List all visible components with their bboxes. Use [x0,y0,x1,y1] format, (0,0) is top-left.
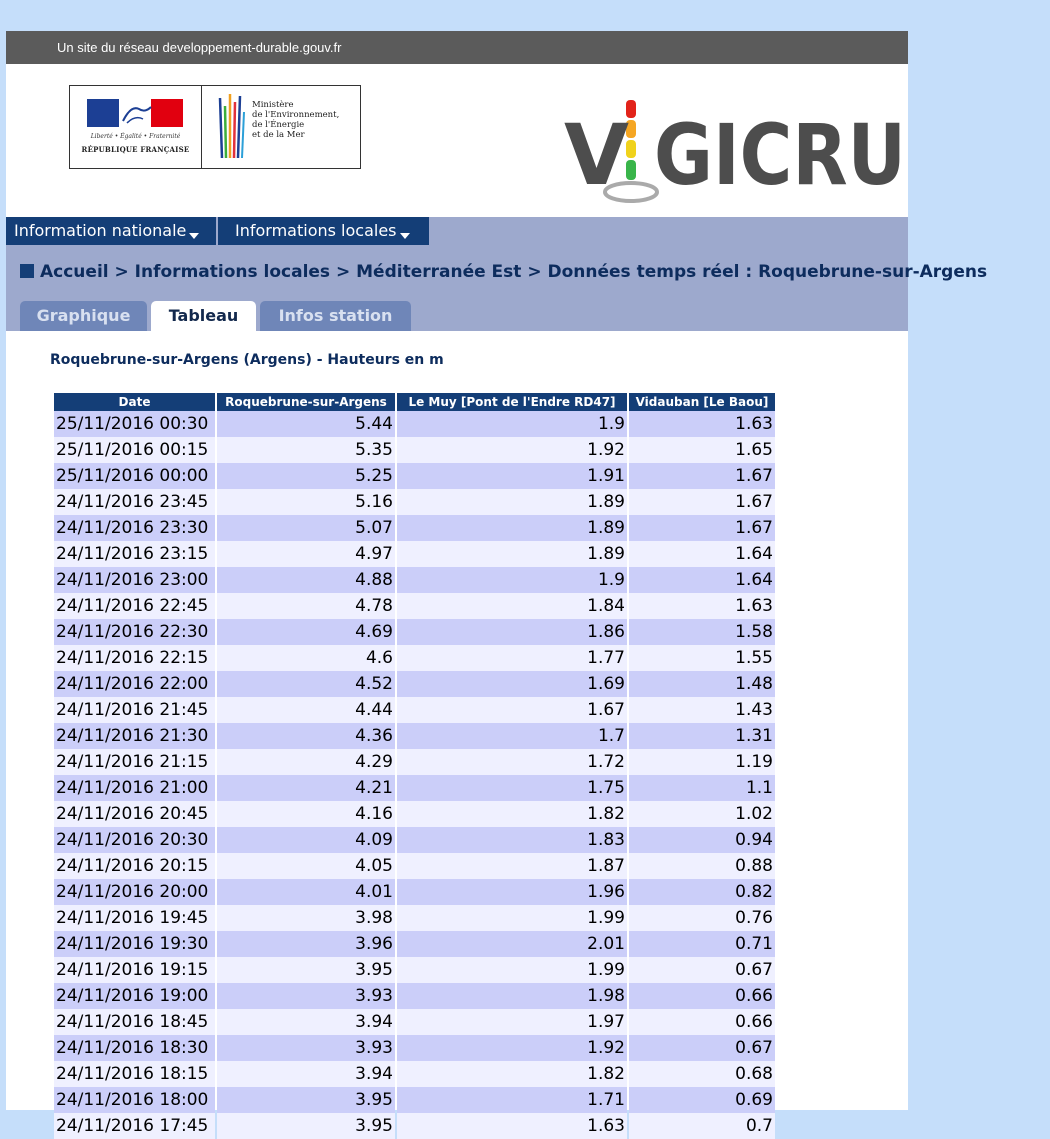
cell-value: 5.16 [217,489,395,515]
cell-date: 24/11/2016 20:30 [54,827,215,853]
table-row [54,593,775,619]
table-row [54,931,775,957]
tab-tableau[interactable]: Tableau [151,301,256,331]
ministere-logo[interactable] [202,86,360,168]
table-row [54,645,775,671]
cell-value: 1.92 [397,437,627,463]
svg-text:GICRU: GICRU [654,106,906,204]
cell-date: 24/11/2016 21:00 [54,775,215,801]
cell-value: 1.71 [397,1087,627,1113]
cell-date: 24/11/2016 22:15 [54,645,215,671]
cell-value: 1.92 [397,1035,627,1061]
cell-value: 1.02 [629,801,775,827]
cell-value: 4.6 [217,645,395,671]
cell-value: 3.96 [217,931,395,957]
cell-value: 1.63 [397,1113,627,1139]
column-header-vidauban: Vidauban [Le Baou] [629,393,775,411]
table-row [54,723,775,749]
cell-value: 0.68 [629,1061,775,1087]
cell-value: 1.64 [629,567,775,593]
cell-value: 1.77 [397,645,627,671]
table-row [54,775,775,801]
cell-value: 1.99 [397,905,627,931]
cell-date: 24/11/2016 23:30 [54,515,215,541]
cell-date: 25/11/2016 00:30 [54,411,215,437]
dropdown-arrow-icon [400,233,410,239]
cell-value: 0.67 [629,1035,775,1061]
column-header-date: Date [54,393,215,411]
tab-graphique[interactable]: Graphique [20,301,147,331]
cell-value: 3.94 [217,1009,395,1035]
cell-value: 3.94 [217,1061,395,1087]
cell-value: 1.19 [629,749,775,775]
cell-value: 4.97 [217,541,395,567]
cell-value: 1.96 [397,879,627,905]
cell-value: 2.01 [397,931,627,957]
cell-value: 5.44 [217,411,395,437]
cell-value: 1.65 [629,437,775,463]
table-row [54,1035,775,1061]
table-row [54,489,775,515]
cell-value: 1.83 [397,827,627,853]
cell-date: 24/11/2016 22:00 [54,671,215,697]
cell-value: 1.75 [397,775,627,801]
dropdown-arrow-icon [189,233,199,239]
cell-value: 1.63 [629,411,775,437]
cell-value: 4.36 [217,723,395,749]
cell-date: 24/11/2016 20:15 [54,853,215,879]
cell-date: 25/11/2016 00:00 [54,463,215,489]
cell-value: 4.05 [217,853,395,879]
cell-value: 0.66 [629,983,775,1009]
cell-value: 1.89 [397,489,627,515]
cell-value: 0.69 [629,1087,775,1113]
table-row [54,437,775,463]
cell-value: 1.67 [397,697,627,723]
cell-value: 3.93 [217,983,395,1009]
cell-value: 1.82 [397,1061,627,1087]
cell-value: 1.67 [629,489,775,515]
cell-value: 5.25 [217,463,395,489]
cell-value: 4.78 [217,593,395,619]
table-row [54,541,775,567]
cell-date: 24/11/2016 18:45 [54,1009,215,1035]
cell-date: 24/11/2016 18:30 [54,1035,215,1061]
tricolor-flag-icon [87,99,183,127]
table-row [54,567,775,593]
table-row [54,411,775,437]
table-body [54,411,775,1139]
republique-francaise-logo[interactable] [70,86,202,168]
cell-date: 24/11/2016 19:00 [54,983,215,1009]
cell-value: 1.84 [397,593,627,619]
cell-value: 3.95 [217,1113,395,1139]
nav-information-nationale[interactable]: Information nationale [6,217,216,245]
cell-date: 24/11/2016 22:30 [54,619,215,645]
cell-value: 0.76 [629,905,775,931]
main-nav [6,217,908,245]
breadcrumb [20,262,987,282]
cell-date: 24/11/2016 23:00 [54,567,215,593]
cell-value: 3.98 [217,905,395,931]
cell-date: 24/11/2016 21:45 [54,697,215,723]
cell-value: 4.52 [217,671,395,697]
cell-date: 24/11/2016 22:45 [54,593,215,619]
cell-value: 0.67 [629,957,775,983]
table-row [54,749,775,775]
cell-value: 1.99 [397,957,627,983]
cell-value: 1.67 [629,515,775,541]
table-title: Roquebrune-sur-Argens (Argens) - Hauteurs en m [50,352,444,368]
cell-date: 24/11/2016 21:15 [54,749,215,775]
cell-value: 0.71 [629,931,775,957]
cell-value: 1.97 [397,1009,627,1035]
cell-value: 4.09 [217,827,395,853]
cell-date: 24/11/2016 20:00 [54,879,215,905]
network-bar [6,31,908,64]
network-link[interactable]: Un site du réseau developpement-durable.gouv.fr [57,40,342,55]
cell-value: 1.67 [629,463,775,489]
table-row [54,957,775,983]
republique-name: RÉPUBLIQUE FRANÇAISE [81,145,190,154]
cell-value: 4.21 [217,775,395,801]
cell-value: 1.63 [629,593,775,619]
cell-value: 1.69 [397,671,627,697]
breadcrumb-band [6,245,988,331]
cell-value: 1.58 [629,619,775,645]
ministere-name: Ministère de l'Environnement, de l'Énergie et de la Mer [252,100,340,140]
cell-value: 1.31 [629,723,775,749]
cell-value: 1.55 [629,645,775,671]
vigicrues-logo[interactable] [562,94,908,206]
site-header [6,64,908,217]
page-frame [6,31,988,1136]
table-row [54,983,775,1009]
table-row [54,671,775,697]
table-row [54,1087,775,1113]
cell-value: 4.29 [217,749,395,775]
data-table [52,393,777,1139]
cell-value: 4.69 [217,619,395,645]
cell-date: 25/11/2016 00:15 [54,437,215,463]
cell-value: 1.1 [629,775,775,801]
cell-date: 24/11/2016 18:00 [54,1087,215,1113]
table-row [54,853,775,879]
cell-date: 24/11/2016 23:15 [54,541,215,567]
cell-value: 3.95 [217,957,395,983]
cell-date: 24/11/2016 19:30 [54,931,215,957]
cell-value: 1.89 [397,541,627,567]
cell-date: 24/11/2016 17:45 [54,1113,215,1139]
institution-logos [69,85,361,169]
cell-value: 1.91 [397,463,627,489]
republique-motto: Liberté • Égalité • Fraternité [90,133,181,140]
cell-value: 4.44 [217,697,395,723]
table-row [54,697,775,723]
vigicrues-letters [562,98,908,204]
cell-date: 24/11/2016 20:45 [54,801,215,827]
ministere-bars-icon [214,92,246,164]
cell-date: 24/11/2016 21:30 [54,723,215,749]
column-header-le-muy: Le Muy [Pont de l'Endre RD47] [397,393,627,411]
breadcrumb-square-icon [20,264,34,278]
cell-date: 24/11/2016 19:15 [54,957,215,983]
nav-informations-locales[interactable]: Informations locales [218,217,429,245]
cell-value: 1.86 [397,619,627,645]
cell-value: 1.43 [629,697,775,723]
cell-value: 4.01 [217,879,395,905]
table-row [54,463,775,489]
cell-date: 24/11/2016 19:45 [54,905,215,931]
cell-value: 1.7 [397,723,627,749]
table-row [54,879,775,905]
cell-value: 1.72 [397,749,627,775]
cell-value: 1.48 [629,671,775,697]
cell-date: 24/11/2016 23:45 [54,489,215,515]
svg-text:V: V [564,106,630,204]
cell-value: 5.07 [217,515,395,541]
cell-value: 1.98 [397,983,627,1009]
table-row [54,1113,775,1139]
cell-value: 0.66 [629,1009,775,1035]
cell-value: 0.94 [629,827,775,853]
cell-value: 1.64 [629,541,775,567]
cell-value: 0.88 [629,853,775,879]
cell-value: 1.89 [397,515,627,541]
cell-date: 24/11/2016 18:15 [54,1061,215,1087]
cell-value: 1.9 [397,411,627,437]
cell-value: 4.16 [217,801,395,827]
cell-value: 3.93 [217,1035,395,1061]
cell-value: 0.82 [629,879,775,905]
table-row [54,905,775,931]
cell-value: 5.35 [217,437,395,463]
cell-value: 1.82 [397,801,627,827]
table-row [54,1009,775,1035]
table-header-row [54,393,775,411]
breadcrumb-text[interactable]: Accueil > Informations locales > Méditerranée Est > Données temps réel : Roquebrune-sur-Argens [40,262,988,282]
cell-value: 3.95 [217,1087,395,1113]
cell-value: 0.7 [629,1113,775,1139]
table-row [54,827,775,853]
cell-value: 4.88 [217,567,395,593]
table-row [54,619,775,645]
tab-infos-station[interactable]: Infos station [260,301,411,331]
column-header-roquebrune: Roquebrune-sur-Argens [217,393,395,411]
cell-value: 1.87 [397,853,627,879]
cell-value: 1.9 [397,567,627,593]
table-row [54,515,775,541]
table-row [54,1061,775,1087]
table-row [54,801,775,827]
tab-content [6,331,908,1136]
